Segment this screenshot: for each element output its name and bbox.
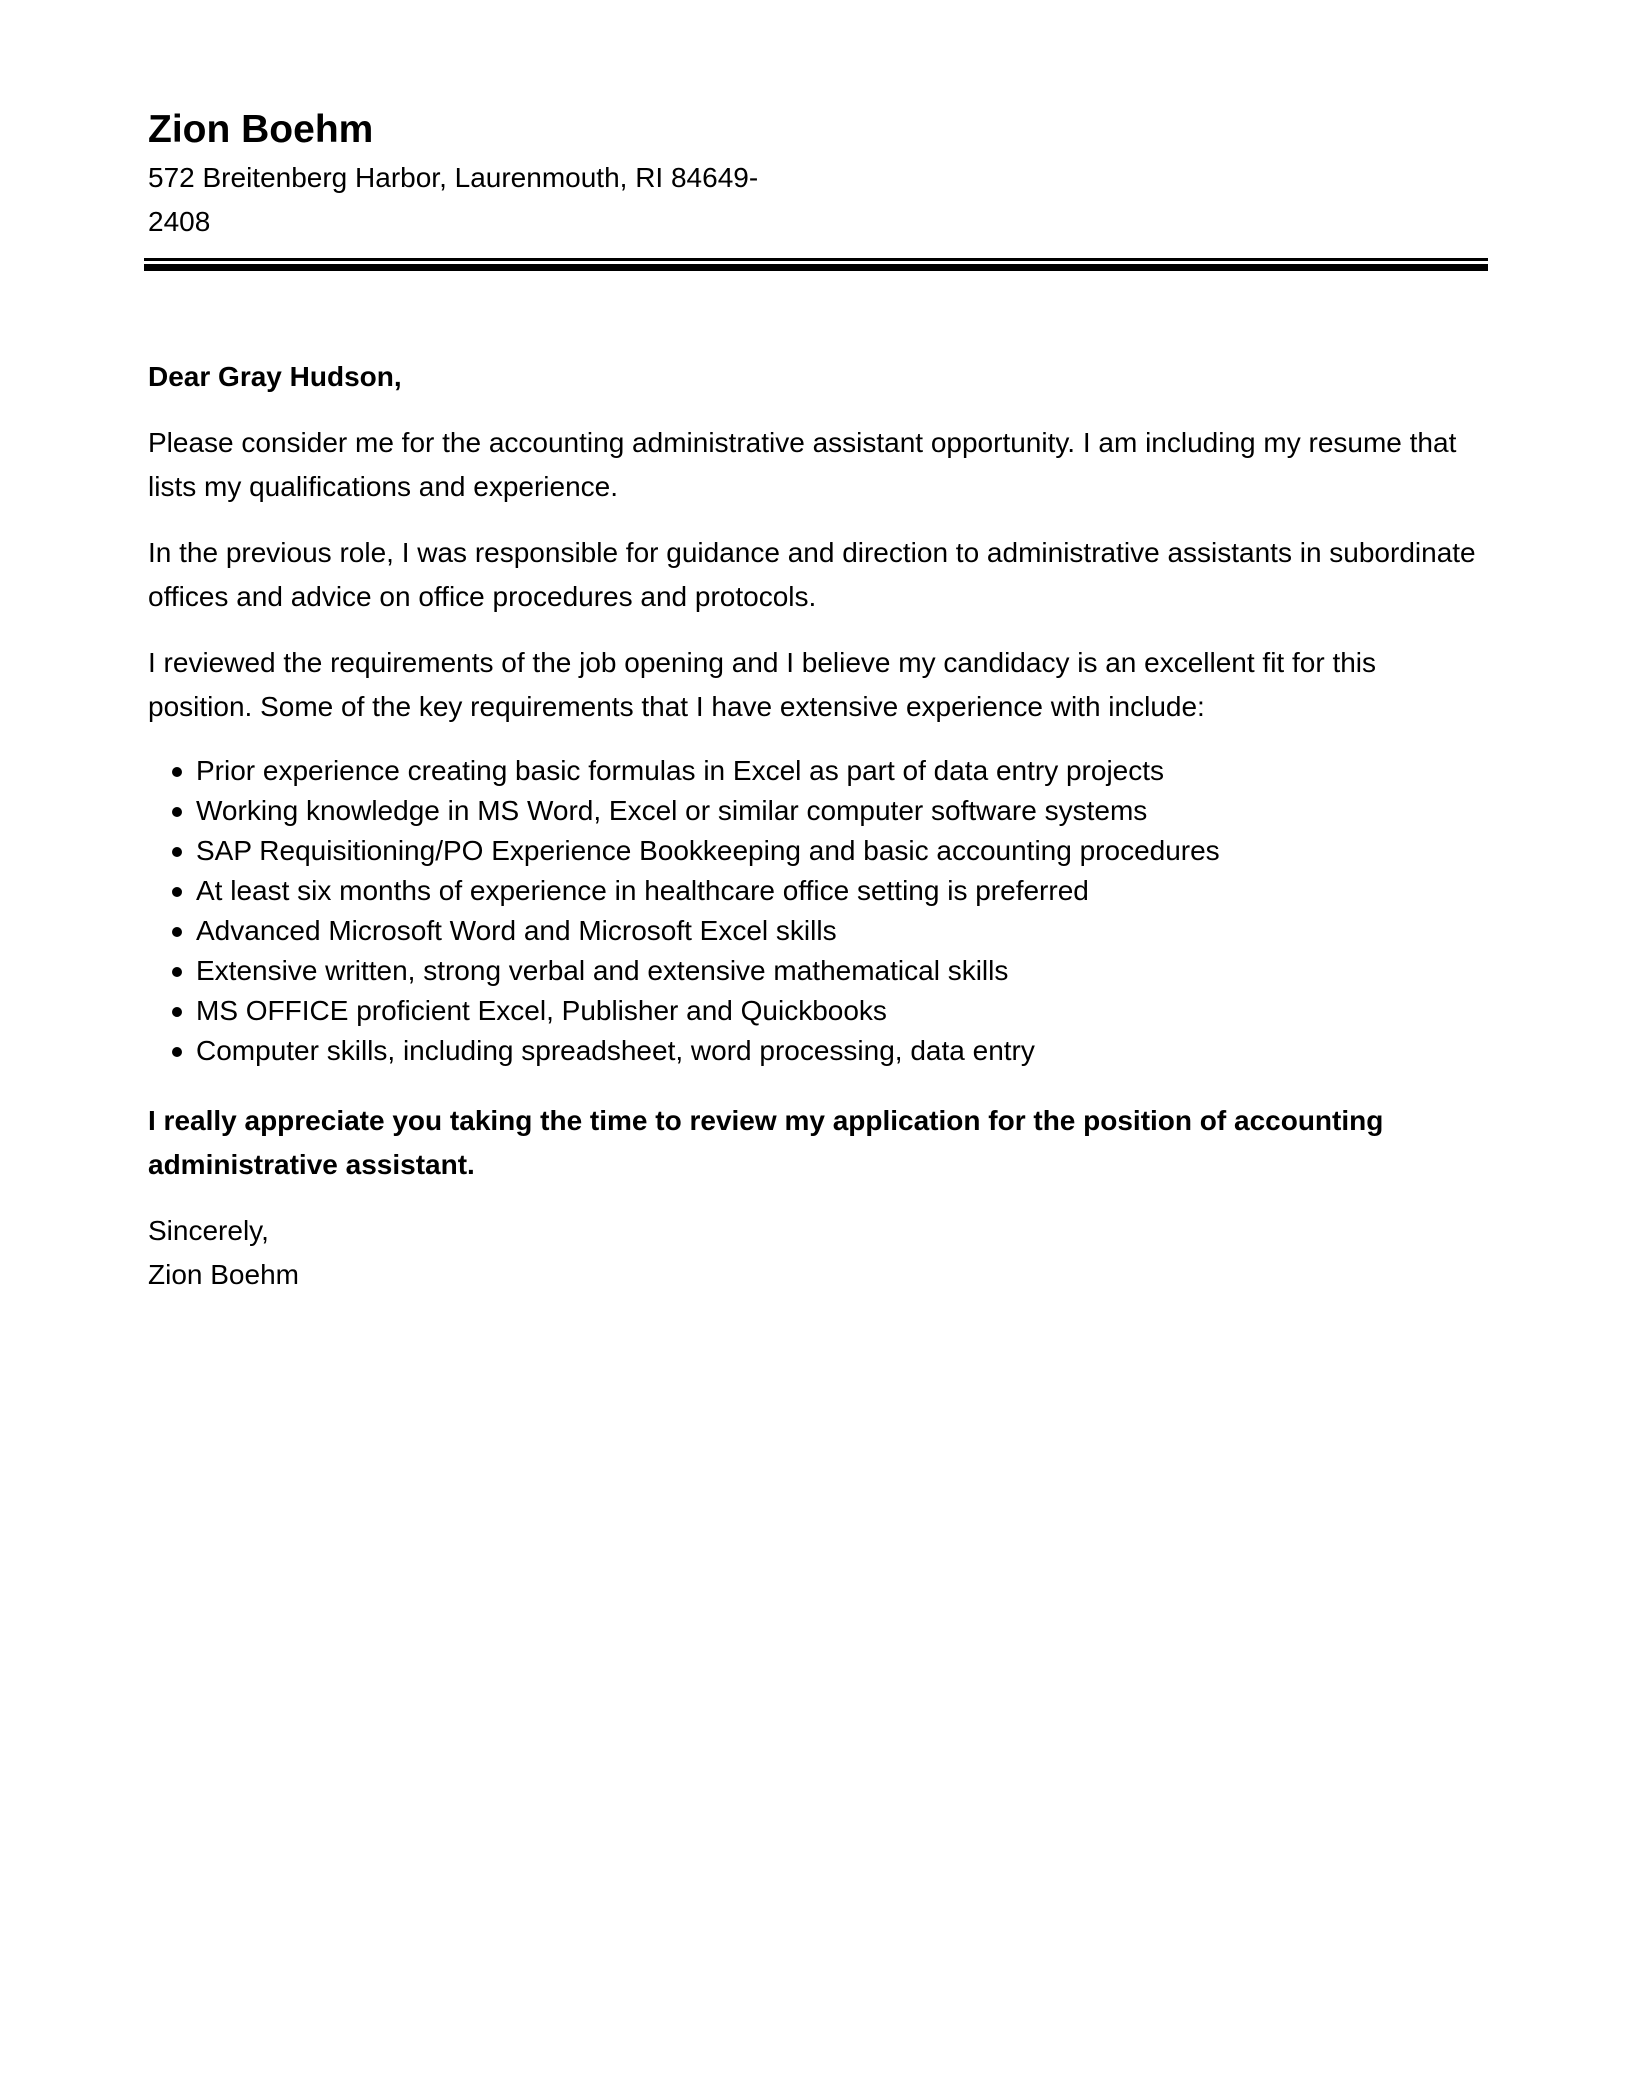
bullet-icon	[172, 927, 182, 937]
bullet-icon	[172, 807, 182, 817]
list-item	[148, 951, 1488, 991]
paragraph-previous-role: In the previous role, I was responsible for guidance and direction to administrative assistants in subordinate offices and advice on office procedures and protocols.	[148, 537, 1476, 612]
closing-statement: I really appreciate you taking the time to review my application for the position of accounting administrative assistant.	[148, 1105, 1384, 1180]
letter-body	[148, 355, 1488, 1297]
list-item	[148, 1031, 1488, 1071]
bullet-icon	[172, 887, 182, 897]
list-item	[148, 831, 1488, 871]
list-item-text: Prior experience creating basic formulas in Excel as part of data entry projects	[196, 755, 1165, 786]
list-item-text: At least six months of experience in healthcare office setting is preferred	[196, 875, 1089, 906]
list-item-text: MS OFFICE proficient Excel, Publisher and Quickbooks	[196, 995, 887, 1026]
list-item	[148, 791, 1488, 831]
list-item	[148, 871, 1488, 911]
cover-letter-page	[148, 104, 1488, 1297]
bullet-icon	[172, 847, 182, 857]
signature-name: Zion Boehm	[148, 1259, 299, 1290]
sender-address-line-2: 2408	[148, 206, 211, 237]
paragraph-intro: Please consider me for the accounting administrative assistant opportunity. I am including my resume that lists my qualifications and experience.	[148, 427, 1457, 502]
sender-address-line-1: 572 Breitenberg Harbor, Laurenmouth, RI 84649-	[148, 162, 759, 193]
bullet-icon	[172, 967, 182, 977]
bullet-icon	[172, 1047, 182, 1057]
salutation: Dear Gray Hudson,	[148, 361, 402, 392]
letter-header	[148, 104, 1488, 271]
bullet-icon	[172, 767, 182, 777]
list-item-text: SAP Requisitioning/PO Experience Bookkeeping and basic accounting procedures	[196, 835, 1220, 866]
signoff: Sincerely,	[148, 1215, 269, 1246]
list-item-text: Extensive written, strong verbal and extensive mathematical skills	[196, 955, 1009, 986]
list-item	[148, 751, 1488, 791]
header-divider	[144, 258, 1488, 271]
list-item-text: Working knowledge in MS Word, Excel or similar computer software systems	[196, 795, 1148, 826]
sender-address	[148, 156, 788, 244]
bullet-icon	[172, 1007, 182, 1017]
list-item-text: Advanced Microsoft Word and Microsoft Excel skills	[196, 915, 837, 946]
paragraph-requirements: I reviewed the requirements of the job opening and I believe my candidacy is an excellent fit for this position. Some of the key requirements that I have extensive experience with include:	[148, 647, 1377, 722]
list-item	[148, 991, 1488, 1031]
list-item	[148, 911, 1488, 951]
sender-name: Zion Boehm	[148, 108, 374, 151]
list-item-text: Computer skills, including spreadsheet, word processing, data entry	[196, 1035, 1035, 1066]
requirements-list	[148, 751, 1488, 1071]
